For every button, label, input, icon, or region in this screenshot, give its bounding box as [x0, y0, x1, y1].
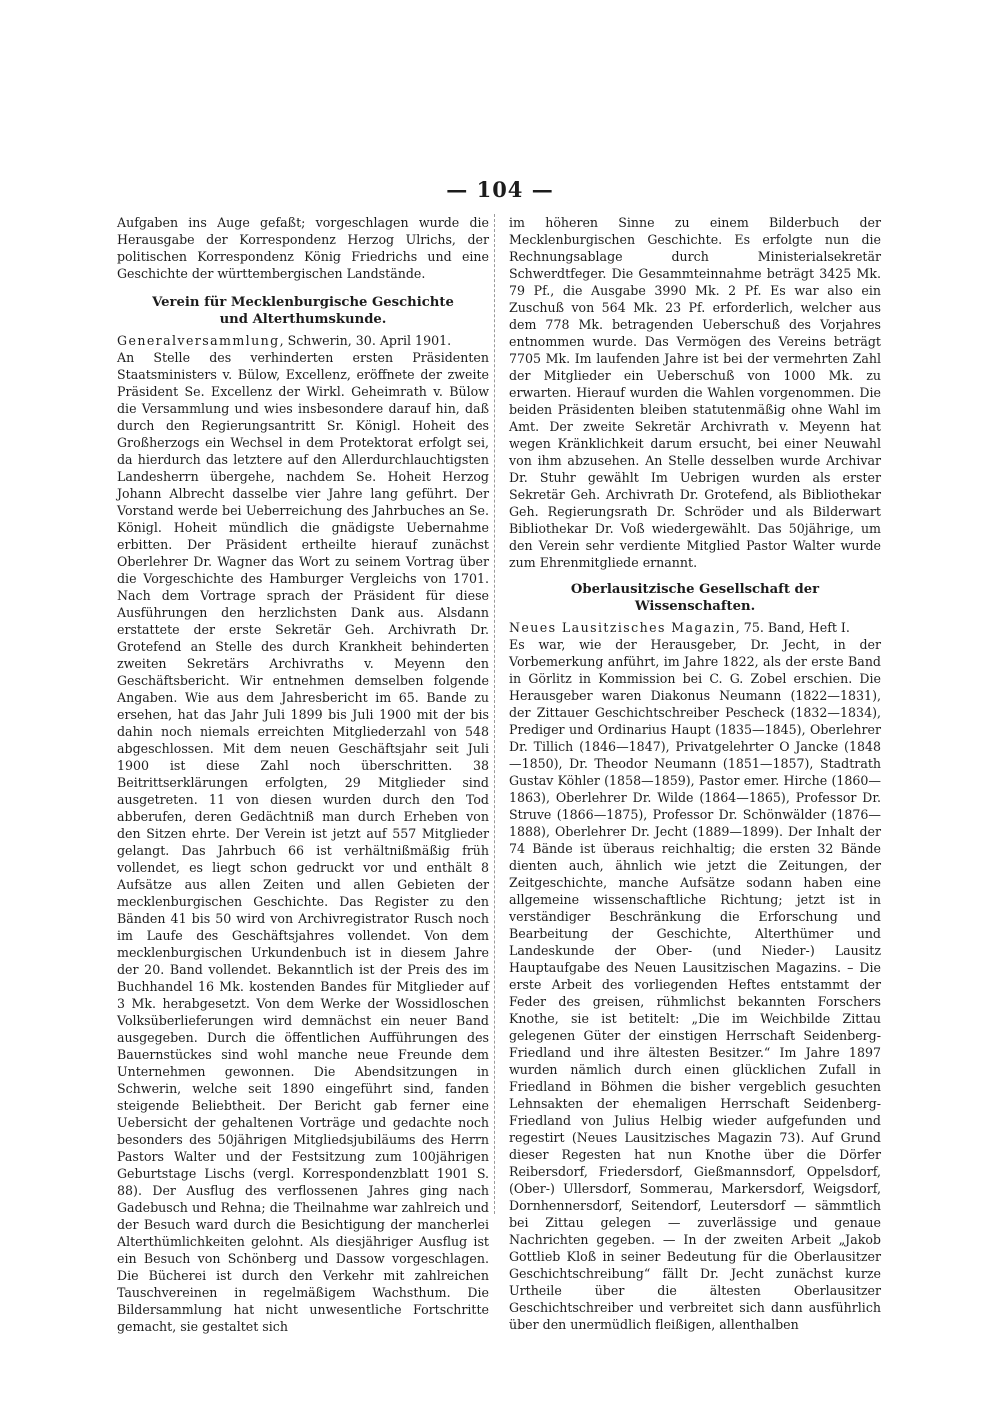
section-heading-line-1: Verein für Mecklenburgische Geschichte [152, 295, 454, 310]
magazine-title: Neues Lausitzisches Magazin [509, 620, 736, 635]
left-column [117, 214, 489, 1335]
page-number: — 104 — [446, 177, 554, 202]
right-column [509, 214, 881, 1333]
magazine-reference: , 75. Band, Heft I. [735, 620, 850, 635]
section-heading-mecklenburg [117, 294, 489, 328]
magazine-review-paragraph: Es war, wie der Herausgeber, Dr. Jecht, in der Vorbemerkung anführt, im Jahre 1822, als der erste Band in Görlitz in Kommission bei C. G. Zobel erschien. Die Herausgeber waren Diakonus Neumann (1822—1831), der Zittauer Geschichtschreiber Pescheck (1832—1834), Prediger und Ordinarius Haupt (1835—1845), Oberlehrer Dr. Tillich (1846—1847), Privatgelehrter O Jancke (1848—1850), Dr. Theodor Neumann (1851—1857), Stadtrath Gustav Köhler (1858—1859), Pastor emer. Hirche (1860—1863), Oberlehrer Dr. Wilde (1864—1865), Professor Dr. Struve (1866—1875), Professor Dr. Schönwälder (1876—1888), Oberlehrer Dr. Jecht (1889—1899). Der Inhalt der 74 Bände ist überaus reichhaltig; die ersten 32 Bände dienten auch, ähnlich wie jetzt die Zeitungen, der Zeitgeschichte, manche Aufsätze sodann haben eine allgemeine wissenschaftliche Richtung; jetzt ist in verständiger Beschränkung die Erforschung und Bearbeitung der Geschichte, Alterthümer und Landeskunde der Ober- (und Nieder-) Lausitz Hauptaufgabe des Neuen Lausitzischen Magazins. – Die erste Arbeit des vorliegenden Heftes entstammt der Feder des greisen, rühmlichst bekannten Forschers Knothe, sie ist betitelt: „Die im Weichbilde Zittau gelegenen Güter der einstigen Herrschaft Seidenberg-Friedland und ihre ältesten Besitzer.“ Im Jahre 1897 wurden nämlich durch einen glücklichen Zufall in Friedland in Böhmen die bisher vergeblich gesuchten Lehnsakten der ehemaligen Herrschaft Seidenberg-Friedland von Julius Helbig wieder aufgefunden und regestirt (Neues Lausitzisches Magazin 73). Auf Grund dieser Regesten hat nun Knothe über die Dörfer Reibersdorf, Friedersdorf, Gießmannsdorf, Oppelsdorf, (Ober-) Ullersdorf, Sommerau, Markersdorf, Weigsdorf, Dornhennersdorf, Seitendorf, Leutersdorf — sämmtlich bei Zittau gelegen — zuverlässige und genaue Nachrichten gegeben. — In der zweiten Arbeit „Jakob Gottlieb Kloß in seiner Bedeutung für die Oberlausitzer Geschichtschreibung“ fällt Dr. Jecht zunächst kurze Urtheile über die ältesten Oberlausitzer Geschichtschreiber und verbreitet sich dann ausführlich über den unermüdlich fleißigen, allenthalben [509, 637, 881, 1332]
meeting-title: Generalversammlung [117, 333, 280, 348]
continued-paragraph: im höheren Sinne zu einem Bilderbuch der Mecklenburgischen Geschichte. Es erfolgte nun die Rechnungsablage durch Ministerialsekretär Schwerdtfeger. Die Gesammteinnahme beträgt 3425 Mk. 79 Pf., die Ausgabe 3990 Mk. 2 Pf. Es war also ein Zuschuß von 564 Mk. 23 Pf. erforderlich, welcher aus dem 778 Mk. betragenden Ueberschuß des Vorjahres entnommen wurde. Das Vermögen des Vereins beträgt 7705 Mk. Im laufenden Jahre ist bei der vermehrten Zahl der Mitglieder ein Ueberschuß von 1000 Mk. zu erwarten. Hierauf wurden die Wahlen vorgenommen. Die beiden Präsidenten bleiben statutenmäßig ohne Wahl im Amt. Der zweite Sekretär Archivrath v. Meyenn hat wegen Kränklichkeit darum ersucht, bei einer Neuwahl von ihm abzusehen. An Stelle desselben wurde Archivar Dr. Stuhr gewählt Im Uebrigen wurden als erster Sekretär Geh. Archivrath Dr. Grotefend, als Bibliothekar Geh. Regierungsrath Dr. Schröder und als Bilderwart Bibliothekar Dr. Voß wiedergewählt. Das 50jährige, um den Verein sehr verdiente Mitglied Pastor Walter wurde zum Ehrenmitgliede ernannt. [509, 215, 881, 570]
meeting-line [117, 332, 489, 349]
meeting-report-paragraph: An Stelle des verhinderten ersten Präsidenten Staatsministers v. Bülow, Excellenz, eröffnete der zweite Präsident Se. Excellenz der Wirkl. Geheimrath v. Bülow die Versammlung und wies insbesondere darauf hin, daß durch den Regierungsantritt Sr. Königl. Hoheit des Großherzogs ein Wechsel in dem Protektorat erfolgt sei, da hierdurch das letztere auf den Allerdurchlauchtigsten Landesherrn übergehe, nachdem Se. Hoheit Herzog Johann Albrecht dasselbe vier Jahre lang geführt. Der Vorstand werde bei Ueberreichung des Jahrbuches an Se. Königl. Hoheit mündlich die gnädigste Uebernahme erbitten. Der Präsident ertheilte hierauf zunächst Oberlehrer Dr. Wagner das Wort zu seinem Vortrag über die Vorgeschichte des Hamburger Vergleichs von 1701. Nach dem Vortrage sprach der Präsident für diese Ausführungen den herzlichsten Dank aus. Alsdann erstattete der erste Sekretär Geh. Archivrath Dr. Grotefend an Stelle des durch Krankheit behinderten zweiten Sekretärs Archivraths v. Meyenn den Geschäftsbericht. Wir entnehmen demselben folgende Angaben. Wie aus dem Jahresbericht im 65. Bande zu ersehen, hat das Jahr Juli 1899 bis Juli 1900 mit der bis dahin noch niemals erreichten Mitgliederzahl von 548 abgeschlossen. Mit dem neuen Geschäftsjahr seit Juli 1900 ist diese Zahl noch überschritten. 38 Beitrittserklärungen erfolgten, 29 Mitglieder sind ausgetreten. 11 von diesen wurden durch den Tod abberufen, deren Gedächtniß man durch Erheben von den Sitzen ehrte. Der Verein ist jetzt auf 557 Mitglieder gelangt. Das Jahrbuch 66 ist verhältnißmäßig früh vollendet, es liegt schon gedruckt vor und enthält 8 Aufsätze aus allen Zeiten und allen Gebieten der mecklenburgischen Geschichte. Das Register zu den Bänden 41 bis 50 wird von Archivregistrator Rusch noch im Laufe des Geschäftsjahres vollendet. Von dem mecklenburgischen Urkundenbuch ist in diesem Jahre der 20. Band vollendet. Bekanntlich ist der Preis des im Buchhandel 16 Mk. kostenden Bandes für Mitglieder auf 3 Mk. herabgesetzt. Von dem Werke der Wossidloschen Volksüberlieferungen wird demnächst ein neuer Band ausgegeben. Durch die öffentlichen Aufführungen des Bauernstückes sind wohl manche neue Freunde dem Unternehmen gewonnen. Die Abendsitzungen in Schwerin, welche seit 1890 eingeführt sind, fanden steigende Beliebtheit. Der Bericht gab ferner eine Uebersicht der gehaltenen Vorträge und gedachte noch besonders des 50jährigen Mitgliedsjubiläums des Herrn Pastors Walter und der Festsitzung zum 100jährigen Geburtstage Lischs (vergl. Korrespondenzblatt 1901 S. 88). Der Ausflug des verflossenen Jahres ging nach Gadebusch und Rehna; die Theilnahme war zahlreich und der Besuch ward durch die Besichtigung der mancherlei Alterthümlichkeiten gelohnt. Als diesjähriger Ausflug ist ein Besuch von Schönberg und Dassow vorgeschlagen. Die Bücherei ist durch den Verkehr mit zahlreichen Tauschvereinen in regelmäßigem Wachsthum. Die Bildersammlung hat nicht unwesentliche Fortschritte gemacht, sie gestaltet sich [117, 350, 489, 1334]
section-heading-oberlausitz: Oberlausitzische Gesellschaft der Wissenschaften. [570, 582, 820, 614]
meeting-place-date: , Schwerin, 30. April 1901. [279, 333, 452, 348]
intro-paragraph: Aufgaben ins Auge gefaßt; vorgeschlagen wurde die Herausgabe der Korrespondenz Herzog Ulrichs, der politischen Korrespondenz König Friedrichs und eine Geschichte der württembergischen Landstände. [117, 215, 489, 281]
magazine-line [509, 619, 881, 636]
column-divider [494, 214, 495, 1214]
section-heading-line-2: und Alterthumskunde. [219, 312, 387, 327]
